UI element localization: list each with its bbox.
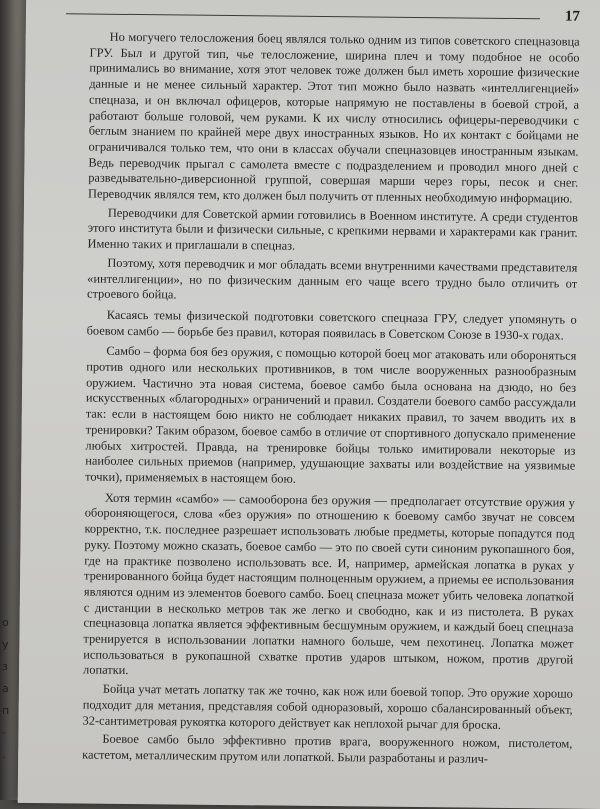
paragraph-8: Боевое самбо было эффективно против врага, вооруженного ножом, пистолетом, кастетом, металлическим прутом или лопаткой. Были разработаны и различ- [82, 731, 573, 766]
paragraph-4: Касаясь темы физической подготовки советского спецназа ГРУ, следует упомянуть о боевом самбо — борьбе без правил, которая появилась в Советском Союзе в 1930-х годах. [86, 307, 577, 343]
margin-mark: з [2, 660, 8, 673]
paragraph-1: Но могучего телосложения боец являлся только одним из типов советского спецназовца ГРУ. Был и другой тип, чье телосложение, ширина плеч и тому подобное не особо принимались во внимание, хотя этот человек тоже должен был иметь хорошие физические данные и не менее сильный характер. Этот тип можно было назвать «интеллигенцией» спецназа, и он включал офицеров, которые напрямую не поставлены в боевой строй, а работают больше головой, чем руками. К их числу относились офицеры-переводчики с беглым знанием по крайней мере двух иностранных языков. Но их контакт с бойцами не ограничивался только тем, что они в классах обучали спецназовцев иностранным языкам. Ведь переводчик прыгал с самолета вместе с подразделением и проводил много дней с разведывательно-диверсионной группой, совершая марши через горы, песок и снег. Переводчик являлся тем, кто должен был получить от пленных необходимую информацию. [88, 29, 580, 206]
book-page [18, 0, 600, 809]
header-rule [66, 13, 540, 19]
paragraph-2: Переводчики для Советской армии готовились в Военном институте. А среди студентов этого института были и физически сильные, с крепкими нервами и характерами как гранит. Именно таких и приглашали в спецназ. [87, 205, 578, 253]
facing-page-edge-letters [2, 612, 16, 766]
margin-mark: . [2, 748, 6, 761]
margin-mark: - [2, 726, 6, 739]
margin-mark: у [2, 638, 9, 651]
page-number: 17 [564, 8, 581, 25]
paragraph-3: Поэтому, хотя переводчик и мог обладать всеми внутренними качествами представителя «интеллигенции», но по физическим данным его чаще всего трудно было отличить от строевого бойца. [86, 255, 578, 302]
margin-mark: о [2, 616, 9, 629]
paragraph-6: Хотя термин «самбо» — самооборона без оружия — предполагает отсутствие оружия у обороняющегося, слова «без оружия» по отношению к боевому самбо звучат не совсем корректно, т.к. последнее разрешает использовать любые предметы, которые попадутся под руку. Поэтому можно сказать, боевое самбо — это по своей сути синоним рукопашного боя, где на практике позволено использовать все. И, например, армейская лопатка в руках у тренированного бойца будет настоящим полноценным оружием, а приемы ее использования являются одним из элементов боевого самбо. Боец спецназа может убить человека лопаткой с дистанции в несколько метров так же легко и свободно, как и из пистолета. В руках спецназовца лопатка является эффективным бесшумным оружием, и каждый боец спецназа тренируется в использовании лопатки намного больше, чем пехотинец. Лопатка может использоваться в рукопашной схватке против ударов штыком, ножом, против другой лопатки. [83, 490, 575, 678]
margin-mark: а [2, 682, 9, 695]
body-text [82, 30, 580, 772]
margin-mark: п [2, 704, 10, 717]
paragraph-5: Самбо – форма боя без оружия, с помощью которой боец мог атаковать или обороняться против одного или нескольких противников, в том числе вооруженных разнообразным оружием. Частично эта новая система, боевое самбо была основана на дзюдо, но без искусственных «благородных» ограничений и правил. Создатели боевого самбо рассуждали так: если в настоящем бою никто не соблюдает никаких правил, то зачем вводить их в тренировки? Таким образом, боевое самбо в отличие от спортивного допускало применение любых хитростей. Правда, на тренировке бойцы только имитировали некоторые из наиболее сильных приемов (например, удушающие захваты или воздействие на уязвимые точки), применяемых в настоящем бою. [85, 344, 577, 486]
paragraph-7: Бойца учат метать лопатку так же точно, как нож или боевой топор. Это оружие хорошо подходит для метания, представляя собой одноразовый, хорошо сбалансированный объект, 32-сантиметровая рукоятка которого действует как неплохой рычаг для броска. [82, 681, 573, 732]
